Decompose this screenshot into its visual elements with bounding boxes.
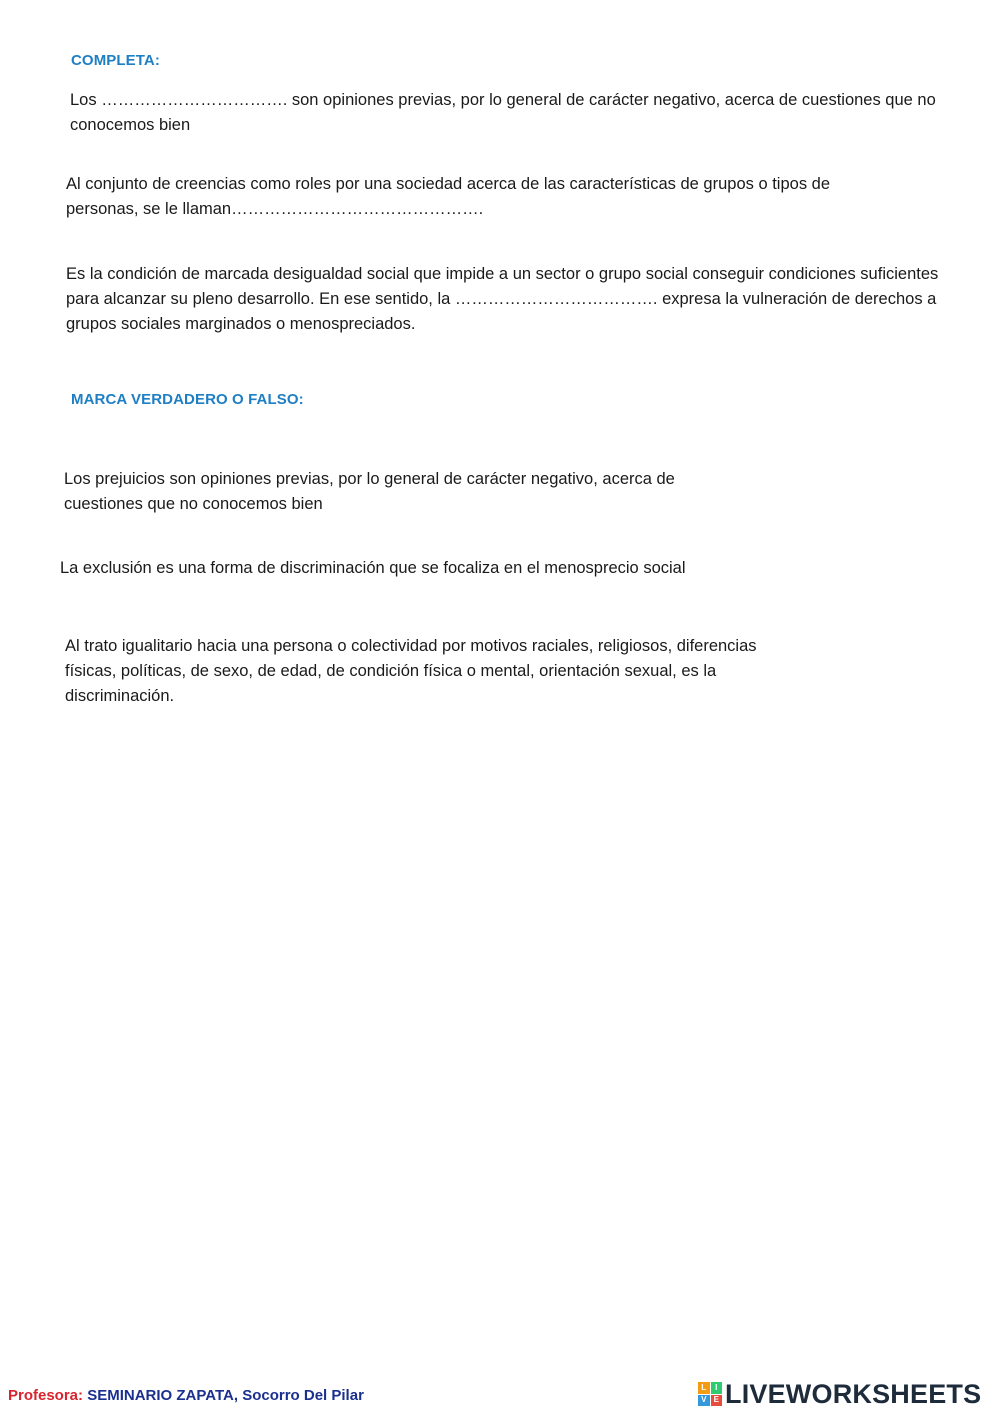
logo-tile-i: I [711, 1382, 723, 1394]
complete-section-heading: COMPLETA: [71, 52, 160, 69]
true-false-statement-2: La exclusión es una forma de discriminación que se focaliza en el menosprecio social [60, 559, 686, 577]
true-false-statement-3: Al trato igualitario hacia una persona o colectividad por motivos raciales, religiosos, diferencias físicas, políticas, de sexo, de edad, de condición física o mental, orientación sexual, es la discriminación. [65, 637, 757, 705]
complete-q3-text-after: expresa la vulneración de derechos a grupos sociales marginados o menospreciados. [66, 290, 937, 333]
complete-q1-text-after: son opiniones previas, por lo general de carácter negativo, acerca de cuestiones que no conocemos bien [70, 91, 936, 134]
liveworksheets-logo-icon [698, 1382, 722, 1406]
complete-q3-blank[interactable]: ………………………………. [454, 290, 658, 308]
complete-q2-text-before: Al conjunto de creencias como roles por una sociedad acerca de las características de grupos o tipos de personas, se le llaman [66, 175, 831, 218]
complete-q1-text-before: Los [70, 91, 102, 109]
logo-tile-e: E [711, 1395, 723, 1407]
teacher-name: SEMINARIO ZAPATA, Socorro Del Pilar [87, 1387, 364, 1404]
teacher-label: Profesora: [8, 1387, 84, 1404]
liveworksheets-wordmark: LIVEWORKSHEETS [725, 1378, 982, 1409]
logo-tile-v: V [698, 1395, 710, 1407]
complete-question-3 [66, 262, 956, 337]
complete-q1-blank[interactable]: ……………………………. [101, 91, 288, 109]
logo-tile-l: L [698, 1382, 710, 1394]
teacher-credit [8, 1387, 364, 1404]
complete-q2-blank[interactable]: ………………………………………. [231, 200, 484, 218]
complete-q3-text-before: Es la condición de marcada desigualdad social que impide a un sector o grupo social conseguir condiciones suficientes para alcanzar su pleno desarrollo. En ese sentido, la [66, 265, 939, 308]
true-false-statement-1: Los prejuicios son opiniones previas, por lo general de carácter negativo, acerca de cuestiones que no conocemos bien [64, 470, 675, 513]
complete-question-2 [66, 172, 906, 222]
complete-question-1 [70, 88, 950, 138]
true-false-section-heading: MARCA VERDADERO O FALSO: [71, 391, 304, 408]
liveworksheets-brand [698, 1380, 981, 1408]
